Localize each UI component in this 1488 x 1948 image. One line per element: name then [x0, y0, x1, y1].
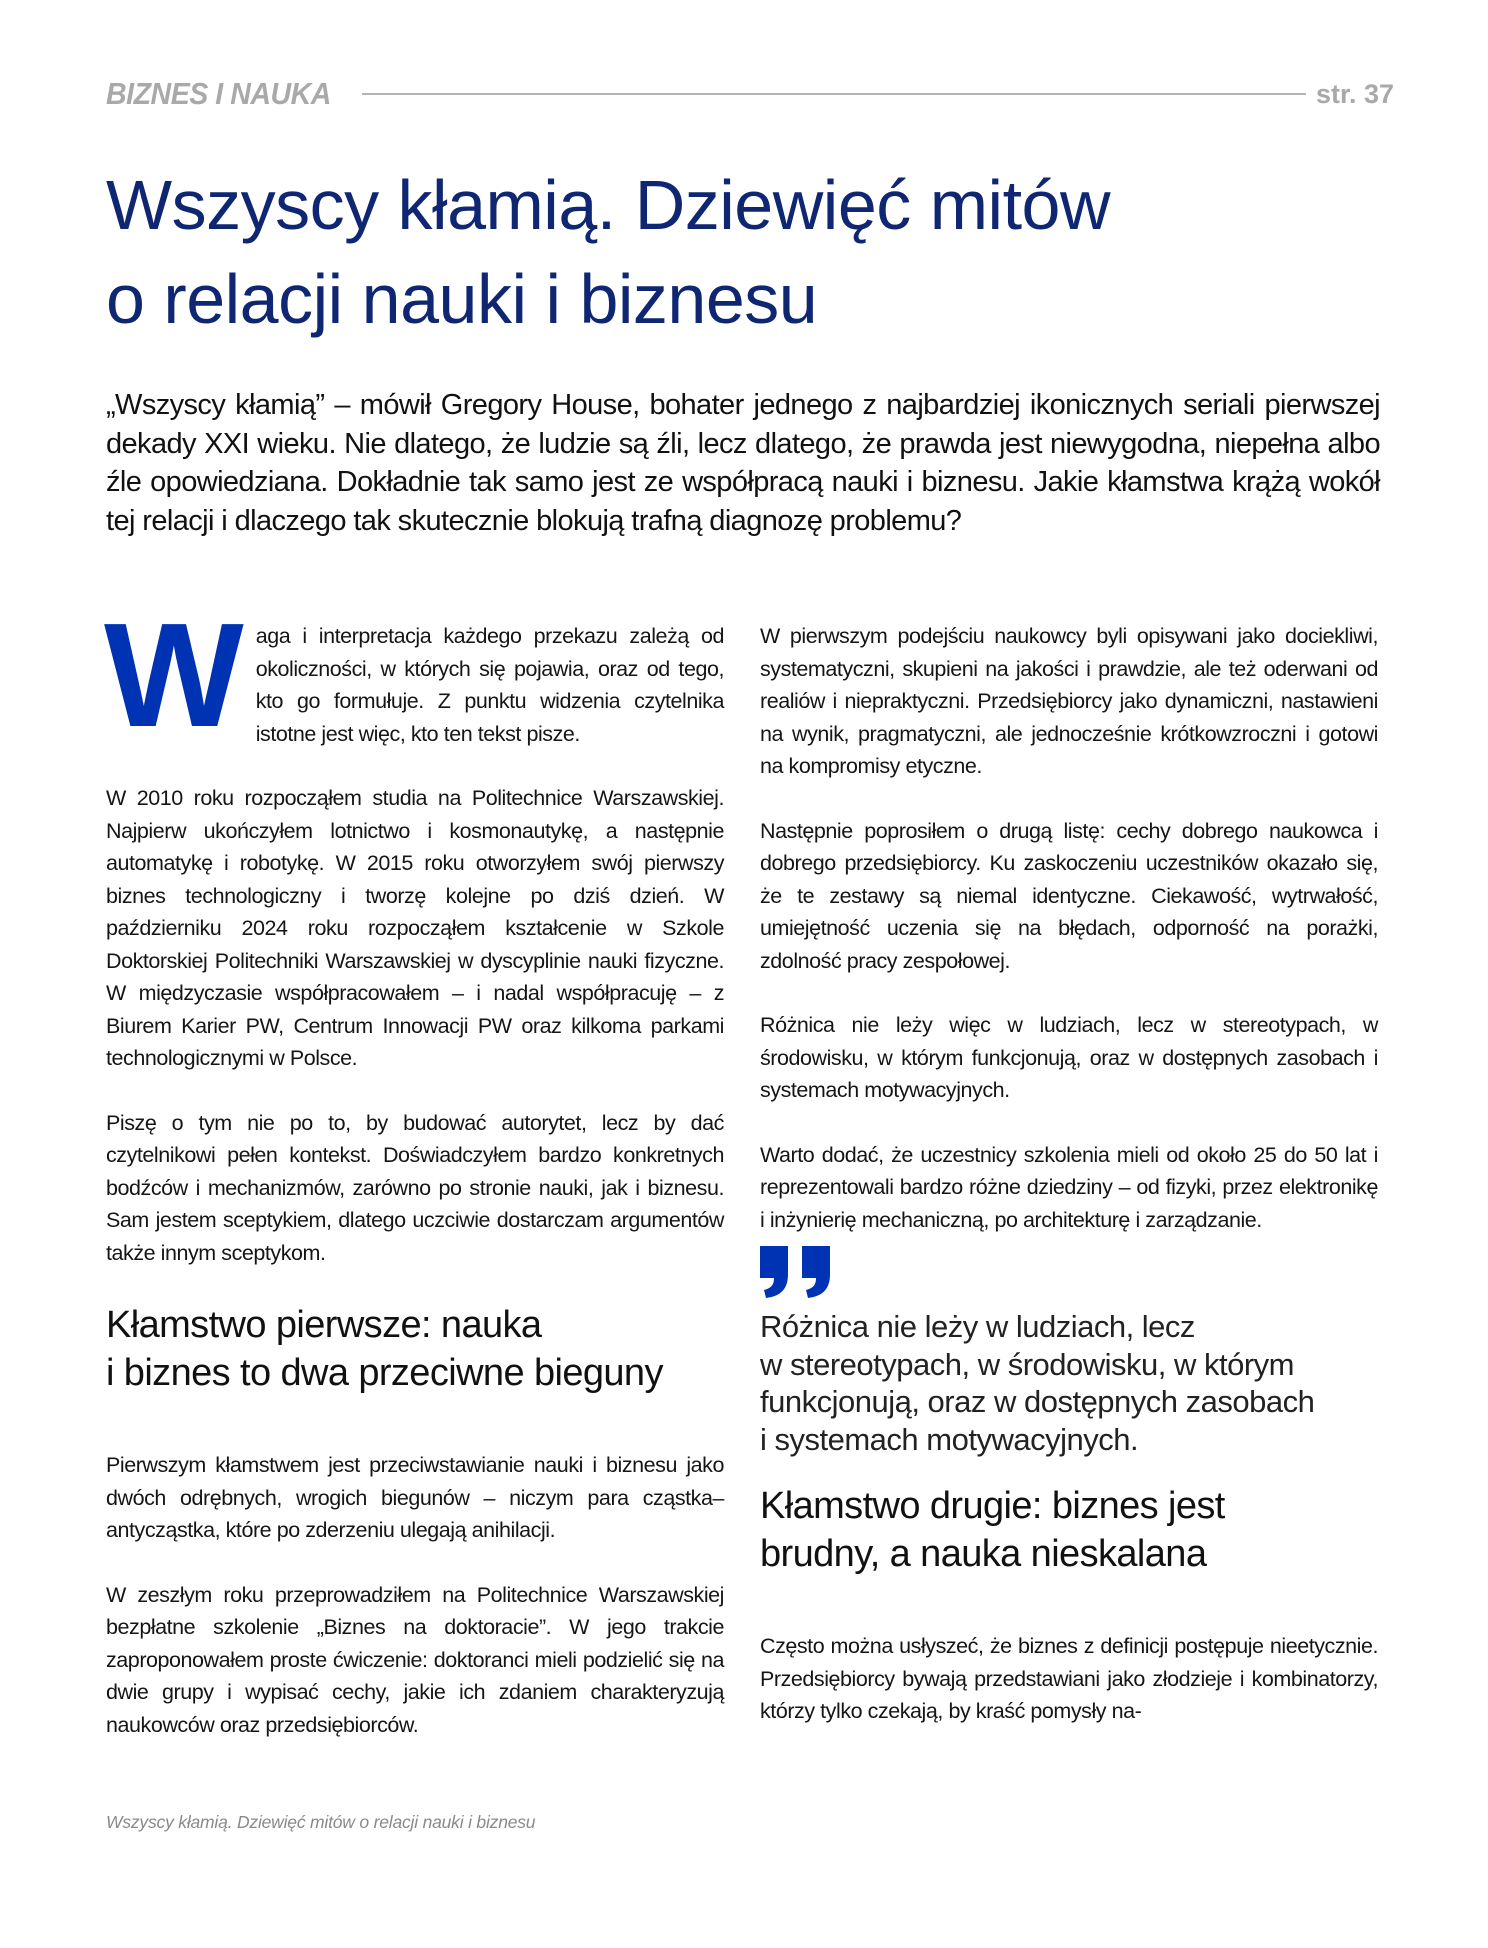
- pull-quote-line: w stereotypach, w środowisku, w którym: [760, 1346, 1295, 1382]
- section-heading-line: brudny, a nauka nieskalana: [760, 1533, 1207, 1575]
- article-title: [106, 158, 1306, 346]
- body-paragraph: Warto dodać, że uczestnicy szkolenia mieli od około 25 do 50 lat i reprezentowali bardzo różne dziedziny – od fizyki, przez elektronikę i inżynierię mechaniczną, po architekturę i zarządzanie.: [760, 1142, 1378, 1232]
- page-header: [106, 74, 1394, 114]
- section-heading-line: i biznes to dwa przeciwne bieguny: [106, 1352, 663, 1394]
- left-column: [104, 593, 724, 1773]
- body-paragraph: Różnica nie leży więc w ludziach, lecz w stereotypach, w środowisku, w którym funkcjonują, oraz w dostępnych zasobach i systemach motywacyjnych.: [760, 1013, 1378, 1102]
- article-title-line-1: Wszyscy kłamią. Dziewięć mitów: [106, 166, 1110, 244]
- article-title-line-2: o relacji nauki i biznesu: [106, 260, 818, 338]
- intro-paragraph-text: aga i interpretacja każdego przekazu zależą od okoliczności, w których się pojawia, oraz od tego, kto go formułuje. Z punktu widzenia czytelnika istotne jest więc, kto ten tekst pisze.: [255, 624, 724, 746]
- running-footer: Wszyscy kłamią. Dziewięć mitów o relacji nauki i biznesu: [106, 1812, 536, 1832]
- body-paragraph: W zeszłym roku przeprowadziłem na Politechnice Warszawskiej bezpłatne szkolenie „Biznes na doktoracie”. W jego trakcie zaproponowałem proste ćwiczenie: doktoranci mieli podzielić się na dwie grupy i wypisać cechy, jakie ich zdaniem charakteryzują naukowców oraz przedsiębiorców.: [106, 1582, 724, 1737]
- article-lead: „Wszyscy kłamią” – mówił Gregory House, bohater jednego z najbardziej ikonicznych seriali pierwszej dekady XXI wieku. Nie dlatego, że ludzie są źli, lecz dlatego, że prawda jest niewygodna, niepełna albo źle opowiedziana. Dokładnie tak samo jest ze współpracą nauki i biznesu. Jakie kłamstwa krążą wokół tej relacji i dlaczego tak skutecznie blokują trafną diagnozę problemu?: [106, 389, 1380, 537]
- section-heading-line: Kłamstwo pierwsze: nauka: [106, 1304, 542, 1346]
- body-paragraph: Często można usłyszeć, że biznes z definicji postępuje nieetycznie. Przedsiębiorcy bywają przedstawiani jako złodzieje i kombinatorzy, którzy tylko czekają, by kraść pomysły na-: [760, 1634, 1378, 1723]
- body-paragraph: Piszę o tym nie po to, by budować autorytet, lecz by dać czytelnikowi pełen kontekst. Doświadczyłem bardzo konkretnych bodźców i mechanizmów, zarówno po stronie nauki, jak i biznesu. Sam jestem sceptykiem, dlatego uczciwie dostarczam argumentów także innym sceptykom.: [106, 1110, 724, 1265]
- intro-paragraph: [104, 593, 724, 758]
- right-column: [760, 620, 1378, 1760]
- body-paragraph: Następnie poprosiłem o drugą listę: cechy dobrego naukowca i dobrego przedsiębiorcy. Ku zaskoczeniu uczestników okazało się, że te zestawy są niemal identyczne. Ciekawość, wytrwałość, umiejętność uczenia się na błędach, odporność na porażki, zdolność pracy zespołowej.: [760, 818, 1378, 973]
- section-heading-lie-two: [760, 1482, 1378, 1578]
- body-paragraph: W pierwszym podejściu naukowcy byli opisywani jako dociekliwi, systematyczni, skupieni na jakości i prawdzie, ale też oderwani od realiów i niepraktyczni. Przedsiębiorcy jako dynamiczni, nastawieni na wynik, pragmatyczni, ale jednocześnie krótkowzroczni i gotowi na kompromisy etyczne.: [760, 624, 1378, 778]
- drop-cap: W: [104, 593, 240, 758]
- pull-quote-line: i systemach motywacyjnych.: [760, 1421, 1139, 1457]
- body-paragraph: Pierwszym kłamstwem jest przeciwstawianie nauki i biznesu jako dwóch odrębnych, wrogich biegunów – niczym para cząstka–antycząstka, które po zderzeniu ulegają anihilacji.: [106, 1453, 724, 1542]
- pull-quote-line: funkcjonują, oraz w dostępnych zasobach: [760, 1384, 1315, 1419]
- page-number: str. 37: [1315, 78, 1394, 109]
- quote-mark-icon: [758, 1246, 838, 1298]
- pull-quote-line: Różnica nie leży w ludziach, lecz: [760, 1309, 1195, 1344]
- section-heading-line: Kłamstwo drugie: biznes jest: [760, 1485, 1225, 1527]
- body-paragraph: W 2010 roku rozpocząłem studia na Politechnice Warszawskiej. Najpierw ukończyłem lotnictwo i kosmonautykę, a następnie automatykę i robotykę. W 2015 roku otworzyłem swój pierwszy biznes technologiczny i tworzę kolejne po dziś dzień. W październiku 2024 roku rozpocząłem kształcenie w Szkole Doktorskiej Politechniki Warszawskiej w dyscyplinie nauki fizyczne. W międzyczasie współpracowałem – i nadal współpracuję – z Biurem Karier PW, Centrum Innowacji PW oraz kilkoma parkami technologicznymi w Polsce.: [106, 786, 724, 1070]
- section-label: BIZNES I NAUKA: [106, 76, 331, 111]
- header-rule: [362, 93, 1305, 95]
- section-heading-lie-one: [106, 1301, 724, 1397]
- pull-quote: [760, 1308, 1378, 1458]
